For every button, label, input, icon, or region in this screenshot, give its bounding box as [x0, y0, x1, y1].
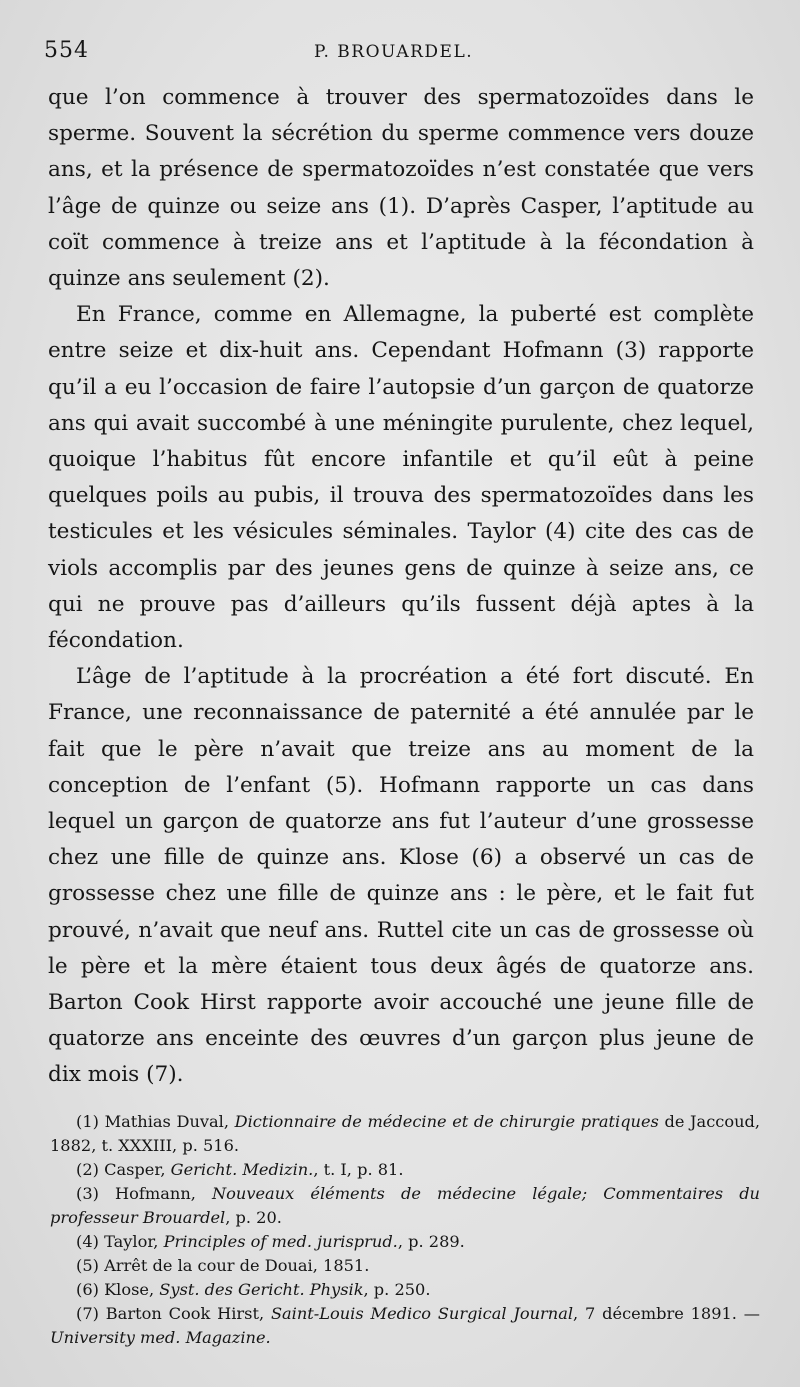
- footnote-title: Dictionnaire de médecine et de chirurgie pratiques: [234, 1112, 659, 1131]
- footnote-marker: (4): [76, 1232, 99, 1251]
- footnote: [50, 1158, 760, 1182]
- footnote: [50, 1254, 760, 1278]
- footnote-text: Taylor,: [104, 1232, 164, 1251]
- footnote-title: Saint-Louis Medico Surgical Journal: [270, 1304, 574, 1323]
- footnote-text: , t. I, p. 81.: [313, 1160, 404, 1179]
- footnote-text: , p. 20.: [225, 1208, 282, 1227]
- footnote-marker: (3): [76, 1184, 99, 1203]
- paragraph: En France, comme en Allemagne, la puberté est complète entre seize et dix-huit ans. Cependant Hofmann (3) rapporte qu’il a eu l’occasion de faire l’autopsie d’un garçon de quatorze ans qui avait succombé à une méningite purulente, chez lequel, quoique l’habitus fût encore infantile et qu’il eût à peine quelques poils au pubis, il trouva des spermatozoïdes dans les testicules et les vésicules séminales. Taylor (4) cite des cas de viols accomplis par des jeunes gens de quinze à seize ans, ce qui ne prouve pas d’ailleurs qu’ils fussent déjà aptes à la fécondation.: [48, 302, 754, 654]
- page-number: 554: [44, 38, 89, 63]
- footnote-text: Mathias Duval,: [104, 1112, 235, 1131]
- footnote: [50, 1230, 760, 1254]
- running-head: P. BROUARDEL.: [314, 42, 474, 62]
- footnote-marker: (1): [76, 1112, 99, 1131]
- footnote-title: University med. Magazine.: [50, 1328, 271, 1347]
- footnote-text: de Jaccoud, 1882, t. XXXIII, p. 516.: [50, 1112, 761, 1155]
- footnote-marker: (5): [76, 1256, 99, 1275]
- main-text: [48, 80, 754, 1094]
- footnote-title: Syst. des Gericht. Physik: [159, 1280, 364, 1299]
- footnote-text: , p. 289.: [397, 1232, 465, 1251]
- footnote-text: , p. 250.: [363, 1280, 431, 1299]
- footnote-text: Klose,: [104, 1280, 160, 1299]
- footnote-text: Barton Cook Hirst,: [105, 1304, 271, 1323]
- footnote: [50, 1182, 760, 1230]
- footnote: [50, 1278, 760, 1302]
- footnote-marker: (6): [76, 1280, 99, 1299]
- footnote-text: Arrêt de la cour de Douai, 1851.: [104, 1256, 370, 1275]
- paragraph: L’âge de l’aptitude à la procréation a été fort discuté. En France, une reconnaissance de paternité a été annulée par le fait que le père n’avait que treize ans au moment de la conception de l’enfant (5). Hofmann rapporte un cas dans lequel un garçon de quatorze ans fut l’auteur d’une grossesse chez une fille de quinze ans. Klose (6) a observé un cas de grossesse chez une fille de quinze ans : le père, et le fait fut prouvé, n’avait que neuf ans. Ruttel cite un cas de grossesse où le père et la mère étaient tous deux âgés de quatorze ans. Barton Cook Hirst rapporte avoir accouché une jeune fille de quatorze ans enceinte des œuvres d’un garçon plus jeune de dix mois (7).: [48, 664, 754, 1088]
- footnote-title: Principles of med. jurisprud.: [163, 1232, 398, 1251]
- page-header: [44, 38, 756, 68]
- footnote-marker: (2): [76, 1160, 99, 1179]
- footnote-text: , 7 décembre 1891. —: [573, 1304, 760, 1323]
- footnote-text: Hofmann,: [115, 1184, 212, 1203]
- footnote-title: Gericht. Medizin.: [170, 1160, 314, 1179]
- paragraph: que l’on commence à trouver des spermatozoïdes dans le sperme. Souvent la sécrétion du sperme commence vers douze ans, et la présence de spermatozoïdes n’est constatée que vers l’âge de quinze ou seize ans (1). D’après Casper, l’aptitude au coït commence à treize ans et l’aptitude à la fécondation à quinze ans seulement (2).: [48, 85, 754, 292]
- footnote-text: Casper,: [104, 1160, 171, 1179]
- footnote: [50, 1110, 760, 1158]
- footnote: [50, 1302, 760, 1350]
- footnote-marker: (7): [76, 1304, 99, 1323]
- footnotes: [50, 1110, 760, 1350]
- footnote-title: Nouveaux éléments de médecine légale; Commentaires du professeur Brouardel: [50, 1184, 760, 1227]
